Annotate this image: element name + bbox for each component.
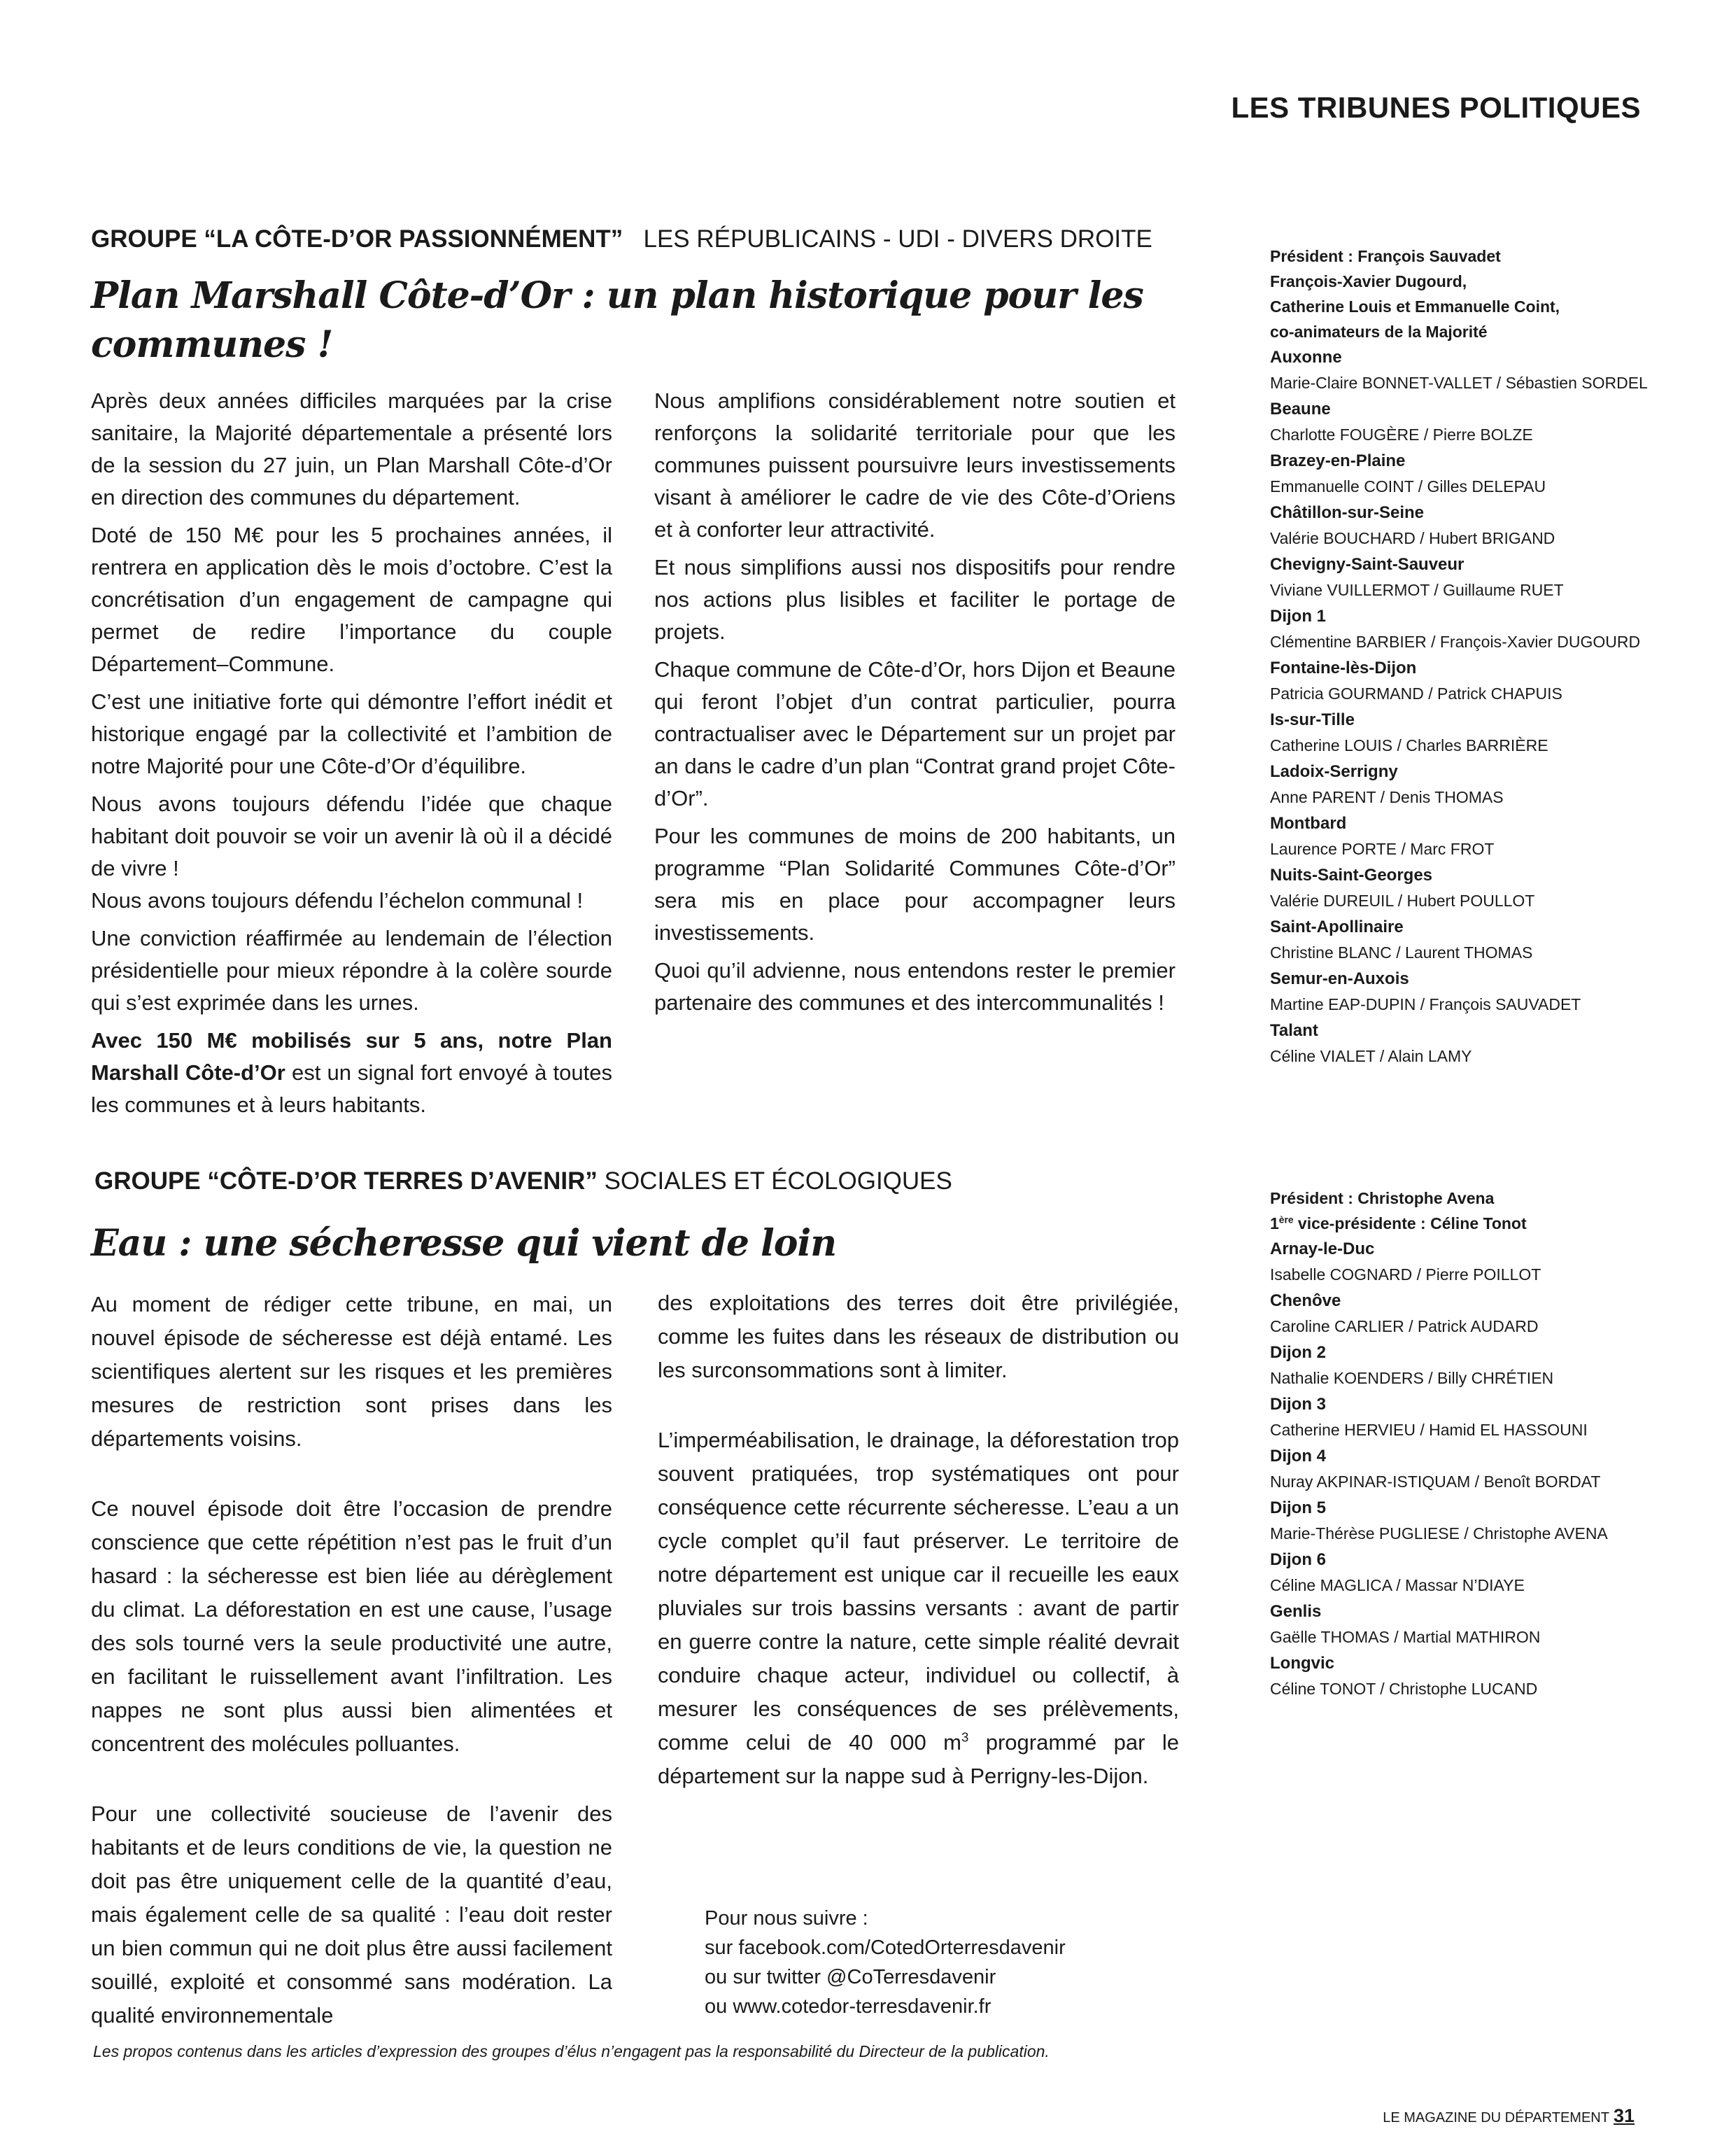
councillor-names: Marie-Thérèse PUGLIESE / Christophe AVENA xyxy=(1270,1524,1608,1543)
canton-name: Auxonne xyxy=(1270,348,1342,367)
canton-name: Longvic xyxy=(1270,1654,1335,1673)
sidebar-lead: Président : François Sauvadet xyxy=(1270,247,1501,265)
councillor-names: Céline MAGLICA / Massar N’DIAYE xyxy=(1270,1576,1525,1594)
paragraph: Ce nouvel épisode doit être l’occasion de prendre conscience que cette répétition n’est pas le fruit d’un hasard : la sécheresse est bien liée au dérèglement du climat. La déforestation en est une cause, l’usage des sols tourné vers la seule productivité une autre, en facilitant le ruissellement avant l’infiltration. Les nappes ne sont plus aussi bien alimentées et concentrent des molécules polluantes. xyxy=(91,1496,612,1756)
paragraph: Doté de 150 M€ pour les 5 prochaines années, il rentrera en application dès le mois d’octobre. C’est la concrétisation d’un engagement de campagne qui permet de redire l’importance du couple Département–Commune. xyxy=(91,523,612,676)
councillor-names: Gaëlle THOMAS / Martial MATHIRON xyxy=(1270,1628,1541,1646)
group2-affiliation: SOCIALES ET ÉCOLOGIQUES xyxy=(604,1167,952,1195)
councillor-names: Nathalie KOENDERS / Billy CHRÉTIEN xyxy=(1270,1369,1554,1387)
group2-column-1 xyxy=(91,1288,612,2069)
facebook-link[interactable]: sur facebook.com/CotedOrterresdavenir xyxy=(705,1937,1066,1959)
canton-name: Nuits-Saint-Georges xyxy=(1270,866,1433,885)
paragraph: Après deux années difficiles marquées par la crise sanitaire, la Majorité départementale a présenté lors de la session du 27 juin, un Plan Marshall Côte-d’Or en direction des communes du département. xyxy=(91,388,612,510)
paragraph: Nous amplifions considérablement notre soutien et renforçons la solidarité territoriale pour que les communes puissent poursuivre leurs investissements visant à améliorer le cadre de vie des Côte-d’Oriens et à conforter leur attractivité. xyxy=(654,388,1176,542)
canton-name: Ladoix-Serrigny xyxy=(1270,762,1398,781)
group2-sidebar xyxy=(1270,1186,1662,1702)
sidebar-president: Président : Christophe Avena xyxy=(1270,1189,1495,1207)
canton-name: Arnay-le-Duc xyxy=(1270,1239,1375,1258)
paragraph: C’est une initiative forte qui démontre l’effort inédit et historique engagé par la collectivité et l’ambition de notre Majorité pour une Côte-d’Or d’équilibre. xyxy=(91,689,612,778)
paragraph xyxy=(658,1424,1179,1793)
paragraph: des exploitations des terres doit être privilégiée, comme les fuites dans les réseaux de distribution ou les surconsommations sont à limiter. xyxy=(658,1291,1179,1382)
canton-name: Chenôve xyxy=(1270,1291,1341,1310)
text: L’imperméabilisation, le drainage, la déforestation trop souvent pratiquées, trop systématiques ont pour conséquence cette récurrente sécheresse. L’eau a un cycle complet qu’il faut préserver. Le territoire de notre département est unique car il recueille les eaux pluviales sur trois bassins versants : avant de partir en guerre contre la nature, cette simple réalité devrait conduire chaque acteur, individuel ou collectif, à mesurer les conséquences de ses prélèvements, comme celui de 40 000 m xyxy=(658,1428,1179,1755)
group1-heading xyxy=(91,225,1152,253)
text: est un signal fort envoyé à toutes les communes et à leurs habitants. xyxy=(91,1060,613,1117)
councillor-names: Catherine LOUIS / Charles BARRIÈRE xyxy=(1270,736,1548,754)
canton-name: Fontaine-lès-Dijon xyxy=(1270,659,1417,677)
sidebar-vice-president xyxy=(1270,1211,1662,1236)
paragraph: Nous avons toujours défendu l’idée que chaque habitant doit pouvoir se voir un avenir là où il a décidé de vivre ! xyxy=(91,792,612,880)
text: 1 xyxy=(1270,1214,1279,1232)
text: vice-présidente : Céline Tonot xyxy=(1293,1214,1527,1232)
section-title: LES TRIBUNES POLITIQUES xyxy=(1231,91,1641,124)
group1-column-2 xyxy=(654,385,1176,1025)
councillor-names: Clémentine BARBIER / François-Xavier DUGOURD xyxy=(1270,633,1641,651)
councillor-names: Viviane VUILLERMOT / Guillaume RUET xyxy=(1270,581,1564,599)
paragraph-emphasis xyxy=(91,1025,612,1121)
councillor-names: Laurence PORTE / Marc FROT xyxy=(1270,840,1495,858)
councillor-names: Caroline CARLIER / Patrick AUDARD xyxy=(1270,1317,1539,1335)
councillor-names: Martine EAP-DUPIN / François SAUVADET xyxy=(1270,995,1581,1013)
group1-title-line1: Plan Marshall Côte-d’Or : un plan historique pour les xyxy=(91,274,1143,317)
councillor-names: Emmanuelle COINT / Gilles DELEPAU xyxy=(1270,477,1546,496)
councillor-names: Valérie DUREUIL / Hubert POULLOT xyxy=(1270,892,1535,910)
group2-article-title: Eau : une sécheresse qui vient de loin xyxy=(91,1222,837,1265)
website-link[interactable]: ou www.cotedor-terresdavenir.fr xyxy=(705,1995,992,2018)
canton-name: Dijon 4 xyxy=(1270,1447,1327,1466)
canton-name: Dijon 1 xyxy=(1270,607,1327,626)
group1-name: GROUPE “LA CÔTE-D’OR PASSIONNÉMENT” xyxy=(91,225,623,253)
canton-name: Is-sur-Tille xyxy=(1270,710,1355,729)
magazine-label: LE MAGAZINE DU DÉPARTEMENT xyxy=(1383,2110,1609,2126)
page-footer xyxy=(1383,2105,1635,2127)
canton-name: Semur-en-Auxois xyxy=(1270,969,1409,988)
group1-title-line2: communes ! xyxy=(91,323,333,366)
paragraph: Nous avons toujours défendu l’échelon communal ! xyxy=(91,888,584,913)
group1-sidebar xyxy=(1270,244,1662,1069)
paragraph: Pour les communes de moins de 200 habitants, un programme “Plan Solidarité Communes Côte-d’Or” sera mis en place pour accompagner leurs investissements. xyxy=(654,824,1176,945)
superscript: ère xyxy=(1278,1214,1294,1225)
group1-affiliation: LES RÉPUBLICAINS - UDI - DIVERS DROITE xyxy=(643,225,1152,253)
follow-us-block xyxy=(705,1904,1152,2021)
twitter-link[interactable]: ou sur twitter @CoTerresdavenir xyxy=(705,1966,996,1988)
councillor-names: Catherine HERVIEU / Hamid EL HASSOUNI xyxy=(1270,1421,1588,1439)
canton-name: Saint-Apollinaire xyxy=(1270,918,1404,936)
councillor-names: Nuray AKPINAR-ISTIQUAM / Benoît BORDAT xyxy=(1270,1473,1601,1491)
paragraph: Quoi qu’il advienne, nous entendons rester le premier partenaire des communes et des intercommunalités ! xyxy=(654,958,1176,1015)
disclaimer: Les propos contenus dans les articles d’expression des groupes d’élus n’engagent pas la responsabilité du Directeur de la publication. xyxy=(93,2042,1050,2060)
canton-name: Dijon 3 xyxy=(1270,1395,1327,1414)
councillor-names: Charlotte FOUGÈRE / Pierre BOLZE xyxy=(1270,426,1533,444)
group1-article-title xyxy=(91,272,1183,370)
canton-name: Dijon 6 xyxy=(1270,1550,1327,1569)
sidebar-lead: Catherine Louis et Emmanuelle Coint, xyxy=(1270,297,1560,316)
bold-text: Avec 150 M€ mobilisés sur 5 ans, notre Plan Marshall Côte-d’Or xyxy=(91,1028,612,1085)
page-number: 31 xyxy=(1613,2105,1635,2126)
sidebar-lead: co-animateurs de la Majorité xyxy=(1270,323,1488,341)
paragraph: Au moment de rédiger cette tribune, en mai, un nouvel épisode de sécheresse est déjà entamé. Les scientifiques alertent sur les risques et les premières mesures de restriction sont prises dans les départements voisins. xyxy=(91,1292,612,1451)
councillor-names: Isabelle COGNARD / Pierre POILLOT xyxy=(1270,1265,1541,1284)
group1-column-1 xyxy=(91,385,612,1127)
group2-column-2 xyxy=(658,1286,1179,1829)
group2-name: GROUPE “CÔTE-D’OR TERRES D’AVENIR” xyxy=(94,1167,598,1195)
councillor-names: Céline TONOT / Christophe LUCAND xyxy=(1270,1680,1538,1698)
paragraph: Pour une collectivité soucieuse de l’avenir des habitants et de leurs conditions de vie, la question ne doit pas être uniquement celle de la quantité d’eau, mais également celle de sa qualité : l’eau doit rester un bien commun qui ne doit plus être aussi facilement souillé, exploité et consommé sans modération. La qualité environnementale xyxy=(91,1801,612,2028)
superscript: 3 xyxy=(961,1729,969,1745)
councillor-names: Marie-Claire BONNET-VALLET / Sébastien SORDEL xyxy=(1270,374,1648,392)
follow-label: Pour nous suivre : xyxy=(705,1907,868,1930)
text: programmé par le département sur la nappe sud à Perrigny-les-Dijon. xyxy=(658,1730,1179,1788)
paragraph: Et nous simplifions aussi nos dispositifs pour rendre nos actions plus lisibles et faciliter le portage de projets. xyxy=(654,555,1176,644)
canton-name: Dijon 2 xyxy=(1270,1343,1327,1362)
canton-name: Chevigny-Saint-Sauveur xyxy=(1270,555,1465,574)
councillor-names: Patricia GOURMAND / Patrick CHAPUIS xyxy=(1270,684,1562,703)
canton-name: Dijon 5 xyxy=(1270,1498,1327,1517)
councillor-names: Anne PARENT / Denis THOMAS xyxy=(1270,788,1504,806)
paragraph: Une conviction réaffirmée au lendemain de l’élection présidentielle pour mieux répondre à la colère sourde qui s’est exprimée dans les urnes. xyxy=(91,926,612,1015)
councillor-names: Valérie BOUCHARD / Hubert BRIGAND xyxy=(1270,529,1555,547)
canton-name: Montbard xyxy=(1270,814,1347,833)
group2-heading xyxy=(94,1167,952,1195)
councillor-names: Céline VIALET / Alain LAMY xyxy=(1270,1047,1472,1065)
councillor-names: Christine BLANC / Laurent THOMAS xyxy=(1270,943,1533,962)
canton-name: Talant xyxy=(1270,1021,1318,1040)
canton-name: Beaune xyxy=(1270,400,1331,419)
canton-name: Genlis xyxy=(1270,1602,1322,1621)
canton-name: Châtillon-sur-Seine xyxy=(1270,503,1425,522)
canton-name: Brazey-en-Plaine xyxy=(1270,451,1406,470)
paragraph: Chaque commune de Côte-d’Or, hors Dijon et Beaune qui feront l’objet d’un contrat particulier, pourra contractualiser avec le Département sur un projet par an dans le cadre d’un plan “Contrat grand projet Côte-d’Or”. xyxy=(654,657,1176,810)
sidebar-lead: François-Xavier Dugourd, xyxy=(1270,272,1467,290)
